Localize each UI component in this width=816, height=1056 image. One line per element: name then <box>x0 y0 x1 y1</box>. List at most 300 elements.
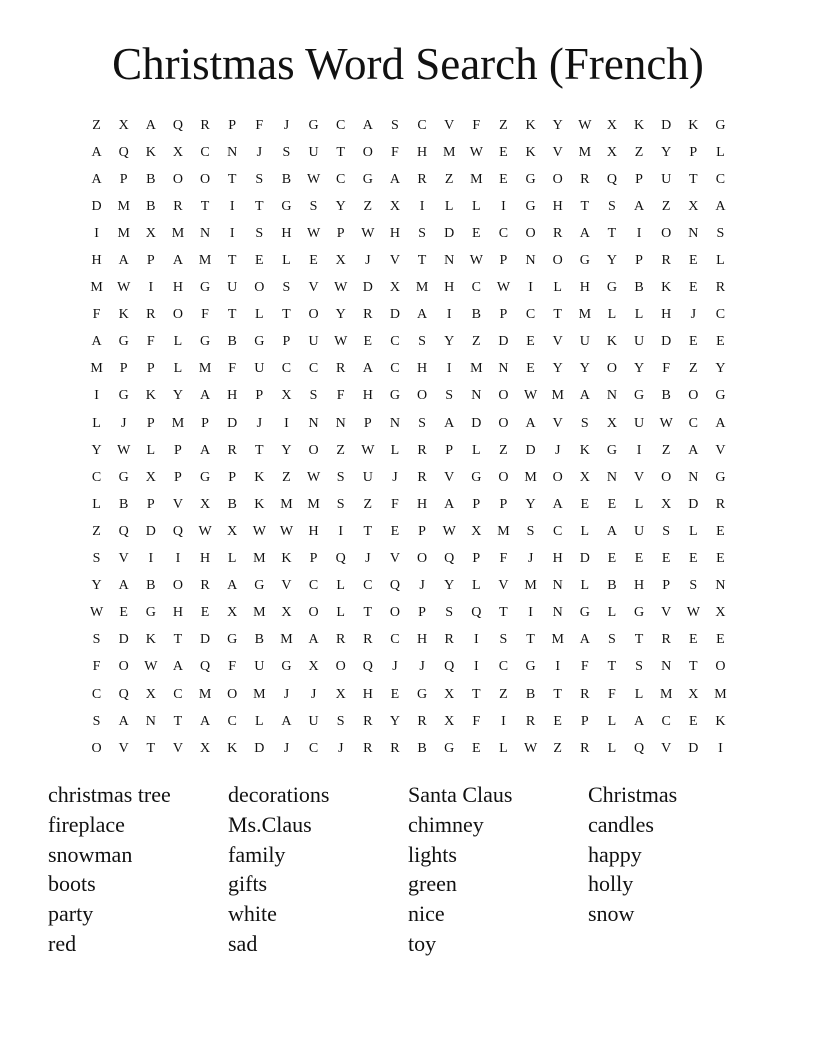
grid-letter[interactable]: L <box>255 713 264 729</box>
grid-letter[interactable]: E <box>689 551 698 567</box>
grid-letter[interactable]: L <box>634 496 644 512</box>
grid-letter[interactable]: X <box>471 523 482 539</box>
grid-letter[interactable]: L <box>472 198 481 214</box>
grid-letter[interactable]: F <box>391 144 399 160</box>
grid-letter[interactable]: Y <box>91 442 102 458</box>
grid-letter[interactable]: I <box>284 415 289 431</box>
grid-letter[interactable]: O <box>498 469 509 485</box>
grid-letter[interactable]: H <box>417 632 428 648</box>
grid-letter[interactable]: R <box>417 469 427 485</box>
grid-letter[interactable]: H <box>661 307 672 323</box>
grid-letter[interactable]: N <box>688 225 699 241</box>
grid-letter[interactable]: E <box>689 713 698 729</box>
grid-letter[interactable]: G <box>200 469 211 485</box>
grid-letter[interactable]: R <box>363 307 373 323</box>
grid-letter[interactable]: F <box>580 659 589 675</box>
grid-letter[interactable]: I <box>636 225 642 241</box>
grid-letter[interactable]: T <box>417 253 427 269</box>
grid-letter[interactable]: X <box>227 605 238 621</box>
grid-letter[interactable]: V <box>552 334 563 350</box>
grid-letter[interactable]: S <box>689 578 698 594</box>
grid-letter[interactable]: C <box>688 415 698 431</box>
grid-letter[interactable]: G <box>200 280 211 296</box>
grid-letter[interactable]: S <box>92 713 101 729</box>
grid-letter[interactable]: A <box>444 496 455 512</box>
grid-letter[interactable]: J <box>527 551 534 567</box>
grid-letter[interactable]: X <box>606 117 617 133</box>
grid-letter[interactable]: G <box>606 280 617 296</box>
grid-letter[interactable]: G <box>715 469 726 485</box>
grid-letter[interactable]: O <box>525 225 536 241</box>
grid-letter[interactable]: F <box>472 713 481 729</box>
grid-letter[interactable]: J <box>554 442 561 458</box>
grid-letter[interactable]: O <box>91 740 102 756</box>
grid-letter[interactable]: V <box>389 253 400 269</box>
grid-letter[interactable]: H <box>362 686 373 702</box>
grid-letter[interactable]: E <box>390 523 400 539</box>
grid-letter[interactable]: B <box>227 496 237 512</box>
grid-letter[interactable]: T <box>227 171 237 187</box>
grid-letter[interactable]: L <box>553 280 562 296</box>
grid-letter[interactable]: G <box>579 605 590 621</box>
grid-letter[interactable]: X <box>200 740 211 756</box>
grid-letter[interactable]: H <box>281 225 292 241</box>
grid-letter[interactable]: W <box>659 415 673 431</box>
grid-letter[interactable]: O <box>606 361 617 377</box>
grid-letter[interactable]: E <box>716 551 725 567</box>
grid-letter[interactable]: O <box>172 307 183 323</box>
grid-letter[interactable]: O <box>254 280 265 296</box>
grid-letter[interactable]: A <box>634 198 645 214</box>
grid-letter[interactable]: K <box>606 334 617 350</box>
grid-letter[interactable]: S <box>309 198 318 214</box>
grid-letter[interactable]: O <box>308 442 319 458</box>
grid-letter[interactable]: X <box>281 605 292 621</box>
grid-letter[interactable]: R <box>363 632 373 648</box>
grid-letter[interactable]: N <box>145 713 156 729</box>
grid-letter[interactable]: M <box>578 307 592 323</box>
grid-letter[interactable]: L <box>634 307 644 323</box>
grid-letter[interactable]: R <box>444 632 454 648</box>
grid-letter[interactable]: O <box>661 469 672 485</box>
grid-letter[interactable]: O <box>200 171 211 187</box>
grid-letter[interactable]: X <box>335 253 346 269</box>
grid-letter[interactable]: I <box>229 225 235 241</box>
grid-letter[interactable]: M <box>198 686 212 702</box>
grid-letter[interactable]: M <box>117 198 130 214</box>
grid-letter[interactable]: Q <box>606 171 617 187</box>
grid-letter[interactable]: V <box>498 578 509 594</box>
grid-letter[interactable]: C <box>363 578 373 594</box>
grid-letter[interactable]: C <box>390 334 400 350</box>
grid-letter[interactable]: Q <box>362 659 373 675</box>
grid-letter[interactable]: U <box>579 334 590 350</box>
grid-letter[interactable]: I <box>148 280 154 296</box>
grid-letter[interactable]: V <box>715 442 726 458</box>
grid-letter[interactable]: R <box>417 171 427 187</box>
grid-letter[interactable]: P <box>146 253 155 269</box>
grid-letter[interactable]: Y <box>91 578 102 594</box>
grid-letter[interactable]: S <box>445 605 454 621</box>
grid-letter[interactable]: S <box>608 632 616 648</box>
grid-letter[interactable]: R <box>336 632 346 648</box>
grid-letter[interactable]: A <box>91 144 102 160</box>
grid-letter[interactable]: Q <box>335 551 346 567</box>
grid-letter[interactable]: N <box>606 469 617 485</box>
grid-letter[interactable]: X <box>281 388 292 404</box>
grid-letter[interactable]: B <box>227 334 237 350</box>
grid-letter[interactable]: X <box>145 469 156 485</box>
grid-letter[interactable]: G <box>254 334 265 350</box>
grid-letter[interactable]: O <box>715 659 726 675</box>
grid-letter[interactable]: P <box>146 496 155 512</box>
grid-letter[interactable]: J <box>419 578 425 594</box>
grid-letter[interactable]: E <box>689 334 698 350</box>
grid-letter[interactable]: L <box>336 578 345 594</box>
grid-letter[interactable]: H <box>417 144 428 160</box>
grid-letter[interactable]: Y <box>389 713 400 729</box>
grid-letter[interactable]: F <box>92 307 101 323</box>
grid-letter[interactable]: O <box>661 225 672 241</box>
grid-letter[interactable]: T <box>255 198 264 214</box>
grid-letter[interactable]: S <box>608 198 616 214</box>
grid-letter[interactable]: G <box>634 388 645 404</box>
grid-letter[interactable]: J <box>392 659 398 675</box>
grid-letter[interactable]: I <box>473 632 479 648</box>
grid-letter[interactable]: V <box>661 740 672 756</box>
grid-letter[interactable]: D <box>227 415 238 431</box>
grid-letter[interactable]: E <box>526 334 535 350</box>
grid-letter[interactable]: W <box>279 523 294 539</box>
grid-letter[interactable]: U <box>362 469 373 485</box>
grid-letter[interactable]: S <box>255 171 264 187</box>
grid-letter[interactable]: P <box>418 605 426 621</box>
grid-letter[interactable]: U <box>308 334 319 350</box>
grid-letter[interactable]: A <box>172 253 183 269</box>
grid-letter[interactable]: Z <box>499 117 508 133</box>
grid-letter[interactable]: G <box>281 659 292 675</box>
grid-letter[interactable]: M <box>497 523 510 539</box>
grid-letter[interactable]: Z <box>363 198 373 214</box>
grid-letter[interactable]: C <box>200 144 210 160</box>
grid-letter[interactable]: W <box>334 334 348 350</box>
grid-letter[interactable]: X <box>606 144 617 160</box>
grid-letter[interactable]: M <box>442 144 456 160</box>
grid-letter[interactable]: O <box>362 144 373 160</box>
grid-letter[interactable]: Q <box>634 740 645 756</box>
grid-letter[interactable]: P <box>228 117 237 133</box>
grid-letter[interactable]: E <box>499 144 508 160</box>
grid-letter[interactable]: W <box>523 740 538 756</box>
grid-letter[interactable]: G <box>362 171 373 187</box>
grid-letter[interactable]: H <box>227 388 238 404</box>
grid-letter[interactable]: D <box>389 307 400 323</box>
grid-letter[interactable]: I <box>528 280 533 296</box>
grid-letter[interactable]: G <box>389 388 400 404</box>
grid-letter[interactable]: J <box>337 740 344 756</box>
grid-letter[interactable]: O <box>335 659 346 675</box>
grid-letter[interactable]: G <box>417 686 428 702</box>
grid-letter[interactable]: L <box>580 523 590 539</box>
grid-letter[interactable]: Y <box>634 361 645 377</box>
grid-letter[interactable]: W <box>306 171 321 187</box>
grid-letter[interactable]: E <box>607 496 617 512</box>
grid-letter[interactable]: W <box>442 523 456 539</box>
grid-letter[interactable]: S <box>336 713 345 729</box>
grid-letter[interactable]: G <box>471 469 482 485</box>
grid-letter[interactable]: F <box>608 686 616 702</box>
grid-letter[interactable]: H <box>308 523 319 539</box>
grid-letter[interactable]: T <box>580 198 590 214</box>
grid-letter[interactable]: K <box>281 551 292 567</box>
grid-letter[interactable]: S <box>309 388 318 404</box>
grid-letter[interactable]: T <box>363 523 373 539</box>
grid-letter[interactable]: Z <box>661 198 671 214</box>
grid-letter[interactable]: L <box>92 496 101 512</box>
grid-letter[interactable]: P <box>174 469 182 485</box>
grid-letter[interactable]: T <box>472 686 481 702</box>
grid-letter[interactable]: Z <box>499 686 508 702</box>
grid-letter[interactable]: B <box>146 578 156 594</box>
grid-letter[interactable]: C <box>661 713 671 729</box>
grid-letter[interactable]: A <box>579 225 590 241</box>
grid-letter[interactable]: E <box>390 686 400 702</box>
grid-letter[interactable]: Z <box>553 740 562 756</box>
grid-letter[interactable]: L <box>689 523 698 539</box>
grid-letter[interactable]: N <box>715 578 726 594</box>
grid-letter[interactable]: I <box>175 551 181 567</box>
grid-letter[interactable]: C <box>308 361 319 377</box>
grid-letter[interactable]: N <box>661 659 672 675</box>
grid-letter[interactable]: D <box>525 442 536 458</box>
grid-letter[interactable]: P <box>499 307 508 323</box>
grid-letter[interactable]: W <box>117 442 131 458</box>
grid-letter[interactable]: R <box>661 253 671 269</box>
grid-letter[interactable]: N <box>389 415 400 431</box>
grid-letter[interactable]: T <box>526 632 535 648</box>
grid-letter[interactable]: S <box>391 117 399 133</box>
grid-letter[interactable]: R <box>200 578 210 594</box>
grid-letter[interactable]: T <box>146 740 156 756</box>
grid-letter[interactable]: M <box>470 361 483 377</box>
grid-letter[interactable]: J <box>283 117 290 133</box>
grid-letter[interactable]: L <box>92 415 101 431</box>
grid-letter[interactable]: L <box>716 253 725 269</box>
grid-letter[interactable]: T <box>255 442 264 458</box>
grid-letter[interactable]: O <box>227 686 238 702</box>
grid-letter[interactable]: H <box>362 388 373 404</box>
grid-letter[interactable]: X <box>335 686 346 702</box>
grid-letter[interactable]: X <box>579 469 590 485</box>
grid-letter[interactable]: P <box>499 253 508 269</box>
grid-letter[interactable]: I <box>419 198 425 214</box>
grid-letter[interactable]: K <box>634 117 645 133</box>
grid-letter[interactable]: T <box>336 144 345 160</box>
grid-letter[interactable]: X <box>389 198 400 214</box>
grid-letter[interactable]: W <box>144 659 158 675</box>
grid-letter[interactable]: J <box>310 686 317 702</box>
grid-letter[interactable]: P <box>228 469 237 485</box>
grid-letter[interactable]: T <box>227 307 237 323</box>
grid-letter[interactable]: U <box>661 171 672 187</box>
grid-letter[interactable]: D <box>145 523 156 539</box>
grid-letter[interactable]: A <box>552 496 563 512</box>
grid-letter[interactable]: N <box>552 578 563 594</box>
grid-letter[interactable]: E <box>472 225 481 241</box>
grid-letter[interactable]: W <box>686 605 700 621</box>
grid-letter[interactable]: T <box>173 713 183 729</box>
grid-letter[interactable]: B <box>281 171 292 187</box>
grid-letter[interactable]: N <box>606 388 617 404</box>
grid-letter[interactable]: E <box>716 523 725 539</box>
grid-letter[interactable]: G <box>281 198 292 214</box>
grid-letter[interactable]: M <box>253 551 266 567</box>
grid-letter[interactable]: C <box>553 523 563 539</box>
grid-letter[interactable]: G <box>200 334 211 350</box>
grid-letter[interactable]: G <box>308 117 319 133</box>
grid-letter[interactable]: D <box>118 632 129 648</box>
grid-letter[interactable]: B <box>471 307 481 323</box>
grid-letter[interactable]: K <box>118 307 129 323</box>
grid-letter[interactable]: C <box>715 171 726 187</box>
grid-letter[interactable]: L <box>472 442 481 458</box>
grid-letter[interactable]: I <box>718 740 723 756</box>
grid-letter[interactable]: O <box>498 388 509 404</box>
grid-letter[interactable]: N <box>227 144 238 160</box>
grid-letter[interactable]: D <box>200 632 211 648</box>
grid-letter[interactable]: J <box>283 686 290 702</box>
grid-letter[interactable]: J <box>120 415 127 431</box>
grid-letter[interactable]: P <box>282 334 291 350</box>
grid-letter[interactable]: V <box>661 605 672 621</box>
grid-letter[interactable]: G <box>118 334 129 350</box>
grid-letter[interactable]: X <box>227 523 238 539</box>
grid-letter[interactable]: W <box>361 225 375 241</box>
grid-letter[interactable]: W <box>578 117 592 133</box>
grid-letter[interactable]: P <box>418 523 426 539</box>
grid-letter[interactable]: C <box>525 307 536 323</box>
grid-letter[interactable]: K <box>145 632 156 648</box>
grid-letter[interactable]: F <box>662 361 671 377</box>
grid-letter[interactable]: L <box>390 442 400 458</box>
grid-letter[interactable]: R <box>173 198 183 214</box>
grid-letter[interactable]: C <box>336 117 346 133</box>
grid-letter[interactable]: F <box>391 496 399 512</box>
grid-letter[interactable]: L <box>173 361 183 377</box>
grid-letter[interactable]: Y <box>661 144 672 160</box>
grid-letter[interactable]: E <box>716 334 725 350</box>
grid-letter[interactable]: I <box>229 198 235 214</box>
grid-letter[interactable]: L <box>146 442 156 458</box>
grid-letter[interactable]: E <box>472 740 481 756</box>
grid-letter[interactable]: L <box>173 334 183 350</box>
grid-letter[interactable]: D <box>688 740 699 756</box>
grid-letter[interactable]: Z <box>282 469 291 485</box>
grid-letter[interactable]: K <box>525 144 536 160</box>
grid-letter[interactable]: R <box>661 632 671 648</box>
grid-letter[interactable]: Z <box>444 171 454 187</box>
grid-letter[interactable]: A <box>145 117 156 133</box>
grid-letter[interactable]: P <box>201 415 209 431</box>
grid-letter[interactable]: B <box>634 280 644 296</box>
grid-letter[interactable]: P <box>146 361 155 377</box>
grid-letter[interactable]: W <box>469 253 483 269</box>
grid-letter[interactable]: L <box>499 740 508 756</box>
grid-letter[interactable]: T <box>553 686 562 702</box>
grid-letter[interactable]: M <box>253 605 266 621</box>
grid-letter[interactable]: Q <box>118 523 129 539</box>
grid-letter[interactable]: Z <box>661 442 671 458</box>
grid-letter[interactable]: R <box>227 442 237 458</box>
grid-letter[interactable]: E <box>526 361 535 377</box>
grid-letter[interactable]: M <box>90 280 103 296</box>
grid-letter[interactable]: Z <box>472 334 481 350</box>
grid-letter[interactable]: P <box>472 496 481 512</box>
grid-letter[interactable]: R <box>580 686 590 702</box>
grid-letter[interactable]: V <box>389 551 400 567</box>
grid-letter[interactable]: I <box>446 361 452 377</box>
grid-letter[interactable]: E <box>689 280 698 296</box>
grid-letter[interactable]: A <box>118 253 129 269</box>
grid-letter[interactable]: N <box>308 415 319 431</box>
grid-letter[interactable]: P <box>309 551 318 567</box>
grid-letter[interactable]: F <box>146 334 155 350</box>
grid-letter[interactable]: M <box>117 225 130 241</box>
grid-letter[interactable]: I <box>501 713 506 729</box>
grid-letter[interactable]: Y <box>335 307 346 323</box>
grid-letter[interactable]: F <box>228 361 237 377</box>
grid-letter[interactable]: J <box>365 253 371 269</box>
grid-letter[interactable]: H <box>172 605 183 621</box>
grid-letter[interactable]: Q <box>444 659 455 675</box>
grid-letter[interactable]: I <box>94 225 99 241</box>
grid-letter[interactable]: R <box>200 117 210 133</box>
grid-letter[interactable]: L <box>607 740 617 756</box>
grid-letter[interactable]: Q <box>172 117 183 133</box>
grid-letter[interactable]: F <box>255 117 264 133</box>
grid-letter[interactable]: V <box>308 280 319 296</box>
grid-letter[interactable]: V <box>552 144 563 160</box>
grid-letter[interactable]: A <box>417 307 428 323</box>
grid-letter[interactable]: A <box>444 415 455 431</box>
grid-letter[interactable]: H <box>172 280 183 296</box>
grid-letter[interactable]: L <box>472 578 481 594</box>
grid-letter[interactable]: A <box>606 523 617 539</box>
grid-letter[interactable]: M <box>551 388 564 404</box>
grid-letter[interactable]: R <box>715 496 726 512</box>
grid-letter[interactable]: D <box>362 280 373 296</box>
grid-letter[interactable]: L <box>282 253 291 269</box>
grid-letter[interactable]: Y <box>281 442 292 458</box>
grid-letter[interactable]: M <box>280 632 293 648</box>
grid-letter[interactable]: A <box>172 659 183 675</box>
grid-letter[interactable]: E <box>200 605 210 621</box>
grid-letter[interactable]: M <box>470 171 483 187</box>
grid-letter[interactable]: O <box>118 659 129 675</box>
grid-letter[interactable]: E <box>119 605 128 621</box>
grid-letter[interactable]: G <box>606 442 617 458</box>
grid-letter[interactable]: S <box>92 632 101 648</box>
grid-letter[interactable]: V <box>118 551 129 567</box>
grid-letter[interactable]: T <box>634 632 644 648</box>
grid-letter[interactable]: X <box>688 198 699 214</box>
grid-letter[interactable]: I <box>555 659 561 675</box>
grid-letter[interactable]: B <box>607 578 617 594</box>
grid-letter[interactable]: I <box>473 659 479 675</box>
grid-letter[interactable]: P <box>635 253 643 269</box>
grid-letter[interactable]: G <box>525 198 536 214</box>
grid-letter[interactable]: C <box>91 469 102 485</box>
